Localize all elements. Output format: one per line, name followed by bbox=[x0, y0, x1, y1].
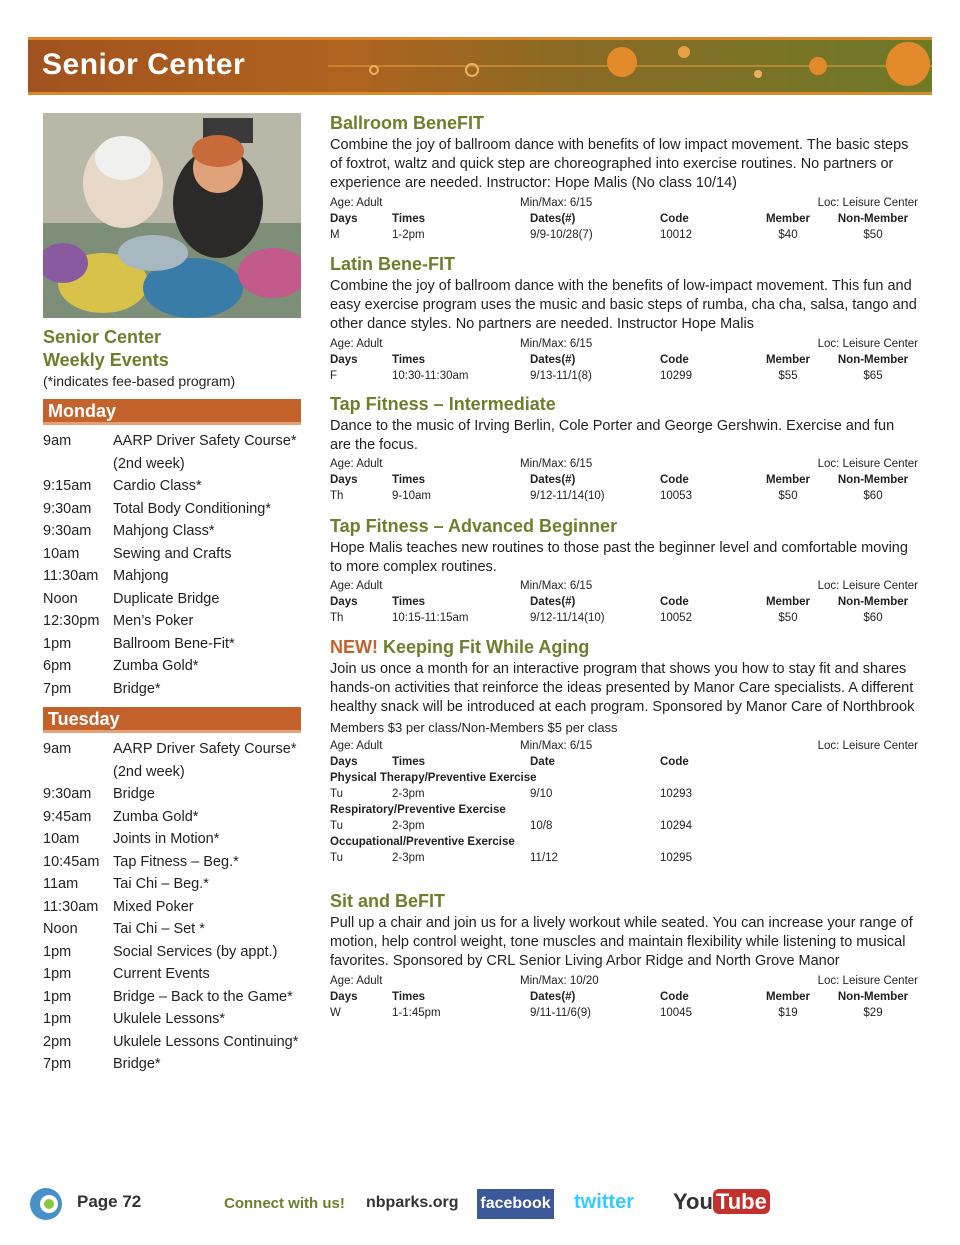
program-description: Combine the joy of ballroom dance with the benefits of low-impact movement. This fun and easy exercise program uses the music and basic steps of rumba, cha cha, salsa, tango and other dance styles. No partners are needed. Instructor Hope Malis bbox=[330, 278, 917, 333]
schedule-event: Mahjong bbox=[113, 568, 169, 584]
banner-title: Senior Center bbox=[42, 48, 246, 81]
schedule-time: 2pm bbox=[43, 1033, 72, 1050]
minmax-label: Min/Max: 6/15 bbox=[520, 337, 593, 350]
col-days: Days bbox=[330, 755, 358, 768]
schedule-event: Bridge – Back to the Game* bbox=[113, 988, 293, 1005]
weekly-events-heading-2: Weekly Events bbox=[43, 350, 169, 370]
col-dates: Dates(#) bbox=[530, 474, 576, 487]
schedule-event: AARP Driver Safety Course* bbox=[113, 433, 297, 449]
page-footer bbox=[0, 1180, 960, 1225]
schedule-time: Noon bbox=[43, 590, 78, 607]
col-nonmember: Non-Member bbox=[837, 990, 909, 1003]
program-tap-fitness-advanced-beginner bbox=[330, 515, 918, 626]
col-nonmember: Non-Member bbox=[837, 212, 909, 225]
schedule-row bbox=[43, 655, 301, 678]
col-nonmember: Non-Member bbox=[837, 596, 909, 609]
col-days: Days bbox=[330, 353, 358, 366]
col-nonmember: Non-Member bbox=[837, 353, 909, 366]
cell-times: 10:15-11:15am bbox=[392, 612, 469, 625]
col-days: Days bbox=[330, 212, 358, 225]
cell-nonmember: $60 bbox=[863, 612, 883, 625]
grid-row bbox=[330, 610, 918, 626]
grid-row bbox=[330, 227, 918, 243]
location-label: Loc: Leisure Center bbox=[817, 739, 918, 752]
cell-code: 10053 bbox=[660, 490, 692, 503]
program-grid bbox=[330, 594, 918, 626]
schedule-time: 7pm bbox=[43, 1056, 72, 1072]
program-description: Dance to the music of Irving Berlin, Cole Porter and George Gershwin. Exercise and fun are the focus. bbox=[330, 418, 895, 454]
minmax-label: Min/Max: 10/20 bbox=[520, 974, 599, 987]
col-code: Code bbox=[660, 474, 689, 487]
col-code: Code bbox=[660, 353, 689, 366]
program-title: Tap Fitness – Advanced Beginner bbox=[330, 516, 618, 536]
program-title: Sit and BeFIT bbox=[330, 891, 446, 911]
youtube-link[interactable] bbox=[673, 1189, 770, 1215]
schedule-row bbox=[43, 941, 301, 964]
grid-header bbox=[330, 211, 918, 227]
cell-member: $50 bbox=[778, 612, 798, 625]
cell-days: Tu bbox=[330, 819, 343, 832]
schedule-row bbox=[43, 986, 301, 1009]
connect-label: Connect with us! bbox=[224, 1195, 345, 1212]
schedule-row bbox=[43, 453, 301, 476]
schedule-event: Zumba Gold* bbox=[113, 658, 199, 674]
schedule-row bbox=[43, 498, 301, 521]
age-label: Age: Adult bbox=[330, 337, 383, 350]
age-label: Age: Adult bbox=[330, 458, 383, 471]
schedule-event: (2nd week) bbox=[113, 763, 185, 780]
session-name: Occupational/Preventive Exercise bbox=[330, 835, 515, 848]
schedule-time: 9:30am bbox=[43, 786, 92, 802]
grid-row bbox=[330, 818, 918, 834]
location-label: Loc: Leisure Center bbox=[817, 580, 918, 593]
session-name: Respiratory/Preventive Exercise bbox=[330, 803, 506, 816]
fee-note: (*indicates fee-based program) bbox=[43, 373, 236, 389]
schedule-row bbox=[43, 828, 301, 851]
program-price: Members $3 per class/Non-Members $5 per class bbox=[330, 719, 618, 735]
col-code: Code bbox=[660, 755, 689, 768]
schedule-row bbox=[43, 896, 301, 919]
schedule-event: Ukulele Lessons Continuing* bbox=[113, 1033, 299, 1050]
program-description: Hope Malis teaches new routines to those past the beginner level and comfortable moving to more complex routines. bbox=[330, 540, 908, 576]
col-days: Days bbox=[330, 596, 358, 609]
program-grid bbox=[330, 472, 918, 504]
grid-row bbox=[330, 368, 918, 384]
cell-days: F bbox=[330, 369, 338, 382]
location-label: Loc: Leisure Center bbox=[817, 196, 918, 209]
cell-date: 11/12 bbox=[530, 851, 558, 864]
cell-member: $40 bbox=[778, 228, 798, 241]
col-code: Code bbox=[660, 212, 689, 225]
schedule-time bbox=[43, 761, 113, 784]
tuesday-header: Tuesday bbox=[43, 707, 301, 733]
schedule-event: AARP Driver Safety Course* bbox=[113, 741, 297, 757]
session-name: Physical Therapy/Preventive Exercise bbox=[330, 771, 537, 784]
schedule-event: (2nd week) bbox=[113, 455, 185, 472]
schedule-event: Tap Fitness – Beg.* bbox=[113, 853, 239, 870]
col-times: Times bbox=[392, 212, 426, 225]
age-label: Age: Adult bbox=[330, 739, 383, 752]
schedule-row bbox=[43, 475, 301, 498]
schedule-time: 9am bbox=[43, 433, 72, 449]
cell-code: 10052 bbox=[660, 612, 692, 625]
twitter-link[interactable]: twitter bbox=[574, 1191, 634, 1213]
col-dates: Dates(#) bbox=[530, 596, 576, 609]
schedule-row bbox=[43, 963, 301, 986]
schedule-event: Tai Chi – Beg.* bbox=[113, 876, 209, 892]
schedule-time: 11:30am bbox=[43, 898, 99, 915]
col-times: Times bbox=[392, 596, 426, 609]
schedule-row bbox=[43, 543, 301, 566]
age-label: Age: Adult bbox=[330, 974, 383, 987]
schedule-row bbox=[43, 738, 301, 761]
schedule-event: Sewing and Crafts bbox=[113, 545, 232, 562]
program-meta bbox=[330, 738, 918, 754]
cell-dates: 9/11-11/6(9) bbox=[530, 1006, 591, 1019]
cell-days: Th bbox=[330, 490, 344, 503]
facebook-link[interactable]: facebook bbox=[477, 1189, 554, 1219]
schedule-time bbox=[43, 453, 113, 476]
program-grid bbox=[330, 352, 918, 384]
col-code: Code bbox=[660, 990, 689, 1003]
col-date: Date bbox=[530, 755, 555, 768]
cell-member: $19 bbox=[778, 1006, 798, 1019]
col-dates: Dates(#) bbox=[530, 353, 576, 366]
col-times: Times bbox=[392, 474, 426, 487]
schedule-event: Ballroom Bene-Fit* bbox=[113, 635, 235, 652]
new-badge: NEW! bbox=[330, 637, 378, 657]
col-times: Times bbox=[392, 353, 426, 366]
schedule-row bbox=[43, 430, 301, 453]
schedule-time: 12:30pm bbox=[43, 613, 100, 629]
weekly-events-heading-1: Senior Center bbox=[43, 327, 162, 347]
schedule-row bbox=[43, 1031, 301, 1054]
cell-dates: 9/9-10/28(7) bbox=[530, 228, 593, 241]
program-keeping-fit bbox=[330, 636, 918, 866]
website-link[interactable]: nbparks.org bbox=[366, 1194, 459, 1211]
col-days: Days bbox=[330, 990, 358, 1003]
grid-row bbox=[330, 850, 918, 866]
cell-times: 2-3pm bbox=[392, 851, 425, 864]
schedule-row bbox=[43, 873, 301, 896]
program-meta bbox=[330, 456, 918, 472]
grid-header bbox=[330, 352, 918, 368]
schedule-time: 10:45am bbox=[43, 853, 100, 870]
program-title-text: Keeping Fit While Aging bbox=[383, 637, 590, 657]
schedule-time: 9:30am bbox=[43, 500, 92, 517]
program-description: Pull up a chair and join us for a lively workout while seated. You can increase your range of motion, help control weight, tone muscles and maintain flexibility while listening to musical favorites. Sponsored by CRL Senior Living Arbor Ridge and North Grove Manor bbox=[330, 915, 913, 970]
cell-member: $55 bbox=[778, 369, 798, 382]
program-title bbox=[330, 636, 918, 658]
grid-header bbox=[330, 472, 918, 488]
program-tap-fitness-intermediate bbox=[330, 393, 918, 504]
schedule-time: 7pm bbox=[43, 680, 72, 697]
schedule-event: Mixed Poker bbox=[113, 898, 194, 915]
location-label: Loc: Leisure Center bbox=[817, 337, 918, 350]
col-dates: Dates(#) bbox=[530, 212, 576, 225]
schedule-row bbox=[43, 918, 301, 941]
program-meta bbox=[330, 578, 918, 594]
program-grid bbox=[330, 989, 918, 1021]
program-grid bbox=[330, 754, 918, 866]
cell-date: 9/10 bbox=[530, 787, 553, 800]
cell-days: Tu bbox=[330, 851, 343, 864]
schedule-row bbox=[43, 1053, 301, 1076]
program-meta bbox=[330, 336, 918, 352]
col-member: Member bbox=[765, 990, 811, 1003]
schedule-time: 9:30am bbox=[43, 523, 92, 539]
cell-code: 10299 bbox=[660, 369, 692, 382]
col-times: Times bbox=[392, 990, 426, 1003]
cell-nonmember: $29 bbox=[863, 1006, 883, 1019]
schedule-time: 1pm bbox=[43, 1011, 72, 1027]
schedule-event: Cardio Class* bbox=[113, 478, 202, 494]
schedule-row bbox=[43, 783, 301, 806]
cell-code: 10293 bbox=[660, 787, 692, 800]
cell-dates: 9/12-11/14(10) bbox=[530, 490, 605, 503]
cell-date: 10/8 bbox=[530, 819, 553, 832]
schedule-time: Noon bbox=[43, 921, 78, 937]
banner-decoration bbox=[328, 40, 932, 92]
cell-nonmember: $50 bbox=[863, 228, 883, 241]
cell-times: 9-10am bbox=[392, 490, 431, 503]
schedule-time: 10am bbox=[43, 831, 80, 847]
schedule-time: 9am bbox=[43, 741, 72, 757]
schedule-time: 1pm bbox=[43, 635, 72, 652]
schedule-row bbox=[43, 565, 301, 588]
schedule-row bbox=[43, 678, 301, 701]
cell-code: 10295 bbox=[660, 851, 692, 864]
col-days: Days bbox=[330, 474, 358, 487]
program-description: Combine the joy of ballroom dance with benefits of low impact movement. The basic steps of foxtrot, waltz and quick step are choreographed into exercise routines. No partners or experience are needed. Instructor: Hope Malis (No class 10/14) bbox=[330, 137, 909, 192]
senior-center-photo bbox=[43, 113, 301, 318]
location-label: Loc: Leisure Center bbox=[817, 458, 918, 471]
program-latin-bene-fit bbox=[330, 253, 918, 384]
schedule-row bbox=[43, 610, 301, 633]
cell-code: 10294 bbox=[660, 819, 692, 832]
youtube-tube: Tube bbox=[713, 1189, 770, 1214]
cell-times: 2-3pm bbox=[392, 787, 425, 800]
grid-header bbox=[330, 594, 918, 610]
schedule-event: Social Services (by appt.) bbox=[113, 943, 278, 960]
schedule-time: 6pm bbox=[43, 658, 72, 674]
cell-nonmember: $60 bbox=[863, 490, 883, 503]
cell-days: M bbox=[330, 228, 340, 241]
age-label: Age: Adult bbox=[330, 580, 383, 593]
schedule-row bbox=[43, 633, 301, 656]
cell-dates: 9/12-11/14(10) bbox=[530, 612, 605, 625]
schedule-row bbox=[43, 588, 301, 611]
minmax-label: Min/Max: 6/15 bbox=[520, 580, 593, 593]
minmax-label: Min/Max: 6/15 bbox=[520, 739, 593, 752]
schedule-event: Bridge* bbox=[113, 1056, 161, 1072]
park-district-logo-icon bbox=[28, 1186, 64, 1222]
schedule-event: Total Body Conditioning* bbox=[113, 500, 271, 517]
cell-times: 2-3pm bbox=[392, 819, 425, 832]
schedule-event: Duplicate Bridge bbox=[113, 590, 220, 607]
program-meta bbox=[330, 195, 918, 211]
cell-days: W bbox=[330, 1006, 341, 1019]
minmax-label: Min/Max: 6/15 bbox=[520, 458, 593, 471]
grid-row bbox=[330, 488, 918, 504]
col-dates: Dates(#) bbox=[530, 990, 576, 1003]
age-label: Age: Adult bbox=[330, 196, 383, 209]
schedule-time: 1pm bbox=[43, 943, 72, 960]
schedule-time: 10am bbox=[43, 545, 80, 562]
cell-code: 10012 bbox=[660, 228, 692, 241]
program-ballroom-benefit bbox=[330, 112, 918, 243]
cell-member: $50 bbox=[778, 490, 798, 503]
page-number: Page 72 bbox=[77, 1192, 142, 1211]
program-title: Tap Fitness – Intermediate bbox=[330, 394, 556, 414]
cell-times: 10:30-11:30am bbox=[392, 369, 469, 382]
col-code: Code bbox=[660, 596, 689, 609]
schedule-event: Men’s Poker bbox=[113, 613, 194, 629]
program-description: Join us once a month for an interactive program that shows you how to stay fit and shares hands-on activities that reinforce the ideas presented by Manor Care specialists. A different healthy snack will be introduced at each program. Sponsored by Manor Care of Northbrook bbox=[330, 661, 915, 716]
schedule-event: Tai Chi – Set * bbox=[113, 921, 205, 937]
program-grid bbox=[330, 211, 918, 243]
cell-times: 1-2pm bbox=[392, 228, 425, 241]
schedule-time: 9:45am bbox=[43, 808, 92, 825]
schedule-event: Mahjong Class* bbox=[113, 523, 215, 539]
monday-schedule bbox=[43, 430, 301, 700]
cell-code: 10045 bbox=[660, 1006, 692, 1019]
grid-row bbox=[330, 786, 918, 802]
col-member: Member bbox=[765, 596, 811, 609]
program-title: Ballroom BeneFIT bbox=[330, 113, 485, 133]
schedule-time: 1pm bbox=[43, 966, 72, 982]
cell-dates: 9/13-11/1(8) bbox=[530, 369, 592, 382]
cell-days: Th bbox=[330, 612, 344, 625]
youtube-you: You bbox=[673, 1189, 713, 1214]
schedule-row bbox=[43, 851, 301, 874]
schedule-event: Bridge* bbox=[113, 680, 161, 697]
grid-header bbox=[330, 754, 918, 770]
col-member: Member bbox=[765, 212, 811, 225]
schedule-row bbox=[43, 806, 301, 829]
cell-days: Tu bbox=[330, 787, 343, 800]
schedule-time: 11:30am bbox=[43, 568, 99, 584]
schedule-time: 11am bbox=[43, 876, 79, 892]
program-sit-and-befit bbox=[330, 890, 918, 1021]
col-member: Member bbox=[765, 353, 811, 366]
schedule-time: 1pm bbox=[43, 988, 72, 1005]
monday-header: Monday bbox=[43, 399, 301, 425]
grid-row bbox=[330, 1005, 918, 1021]
schedule-row bbox=[43, 520, 301, 543]
minmax-label: Min/Max: 6/15 bbox=[520, 196, 593, 209]
schedule-time: 9:15am bbox=[43, 478, 92, 494]
schedule-event: Current Events bbox=[113, 966, 210, 982]
program-meta bbox=[330, 973, 918, 989]
col-nonmember: Non-Member bbox=[837, 474, 909, 487]
schedule-event: Joints in Motion* bbox=[113, 831, 220, 847]
cell-times: 1-1:45pm bbox=[392, 1006, 441, 1019]
program-title: Latin Bene-FIT bbox=[330, 254, 455, 274]
schedule-event: Bridge bbox=[113, 786, 155, 802]
schedule-row bbox=[43, 761, 301, 784]
location-label: Loc: Leisure Center bbox=[817, 974, 918, 987]
schedule-event: Ukulele Lessons* bbox=[113, 1011, 226, 1027]
schedule-row bbox=[43, 1008, 301, 1031]
page-banner bbox=[28, 37, 932, 95]
col-member: Member bbox=[765, 474, 811, 487]
tuesday-schedule bbox=[43, 738, 301, 1076]
schedule-event: Zumba Gold* bbox=[113, 808, 199, 825]
grid-header bbox=[330, 989, 918, 1005]
cell-nonmember: $65 bbox=[863, 369, 883, 382]
col-times: Times bbox=[392, 755, 426, 768]
